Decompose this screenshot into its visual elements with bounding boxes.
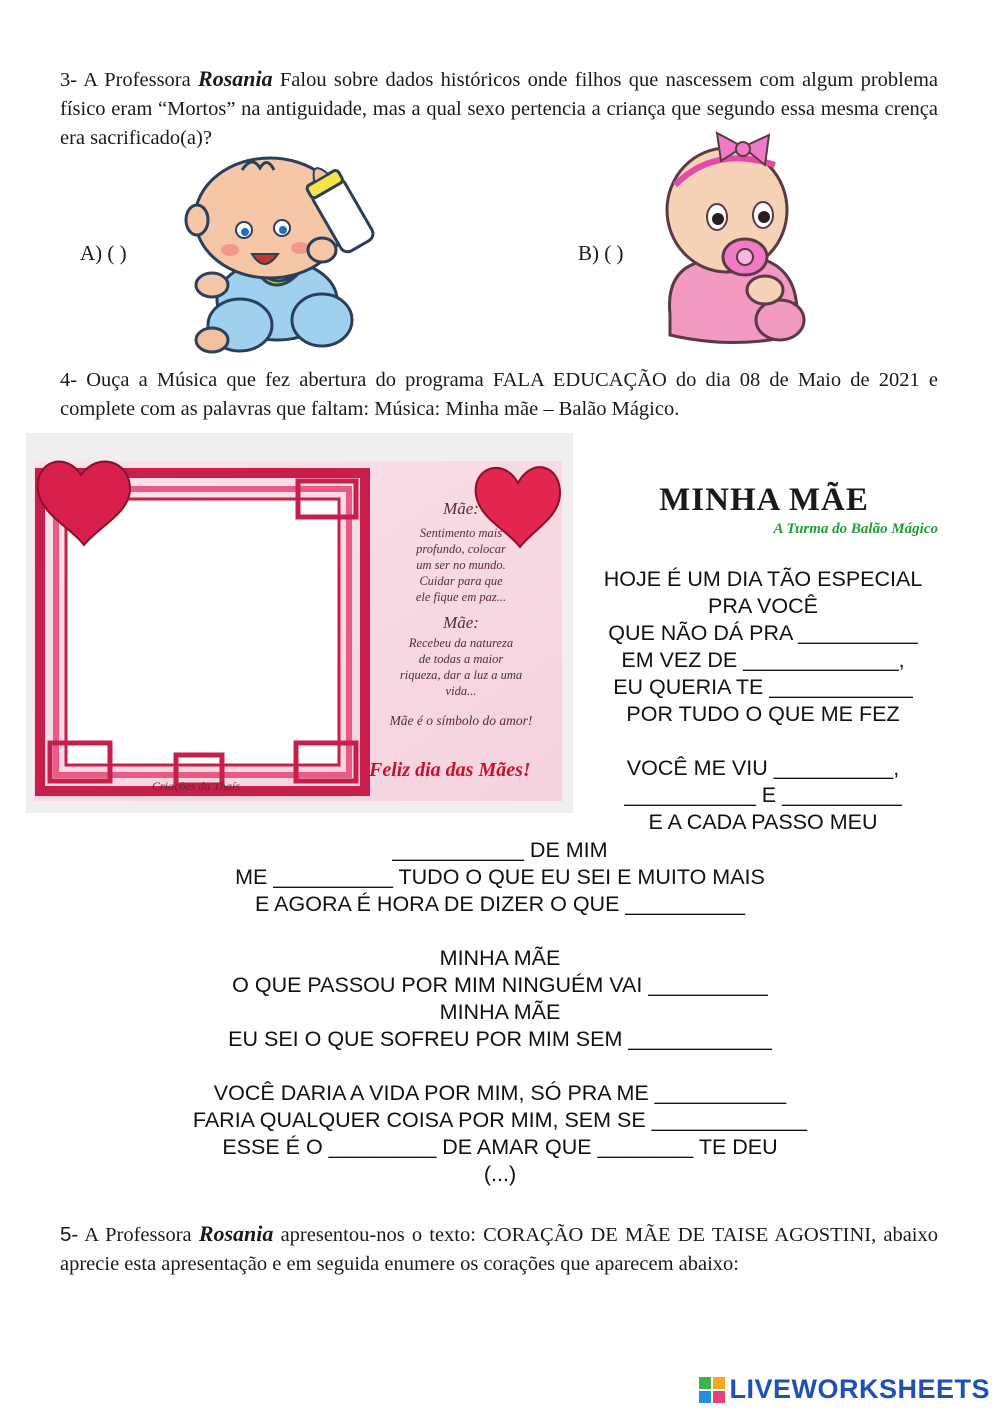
- lyric-line-blank[interactable]: VOCÊ DARIA A VIDA POR MIM, SÓ PRA ME ___________: [213, 1081, 787, 1105]
- song-title: MINHA MÃE: [659, 482, 869, 518]
- question-3-number: 3-: [60, 69, 78, 91]
- option-b-checkbox[interactable]: B) ( ): [578, 241, 624, 265]
- question-4: 4- Ouça a Música que fez abertura do programa FALA EDUCAÇÃO do dia 08 de Maio de 2021 e complete com as palavras que faltam: Música: Minha mãe – Balão Mágico.: [60, 369, 938, 420]
- lyric-line-blank[interactable]: ESSE É O _________ DE AMAR QUE ________ TE DEU: [222, 1135, 778, 1159]
- lyric-line: PRA VOCÊ: [708, 594, 818, 618]
- lyric-line-blank[interactable]: FARIA QUALQUER COISA POR MIM, SEM SE _____________: [192, 1108, 808, 1132]
- mothers-day-card: [26, 433, 573, 813]
- teacher-name: Rosania: [198, 66, 273, 91]
- lyric-line: MINHA MÃE: [439, 946, 561, 970]
- question-4-number: 4-: [60, 369, 78, 391]
- lyric-line-blank[interactable]: E AGORA É HORA DE DIZER O QUE __________: [255, 892, 745, 916]
- card-text-block: [381, 499, 541, 729]
- lyric-line-blank[interactable]: ME __________ TUDO O QUE EU SEI E MUITO MAIS: [235, 865, 765, 889]
- lyric-line-blank[interactable]: EU SEI O QUE SOFREU POR MIM SEM ____________: [228, 1027, 772, 1051]
- question-3: 3- A Professora Rosania Falou sobre dados históricos onde filhos que nascessem com algum problema físico eram “Mortos” na antiguidade, mas a qual sexo pertencia a criança que segundo essa mesma crença era sacrificado(a)?: [60, 66, 939, 149]
- card-text-2: Recebeu da natureza de todas a maior riqueza, dar a luz a uma vida...: [399, 636, 523, 698]
- baby-girl-image: [655, 125, 810, 350]
- lyric-line-blank[interactable]: EU QUERIA TE ____________: [613, 675, 913, 699]
- lyric-spacer: [100, 918, 900, 945]
- option-a-checkbox[interactable]: A) ( ): [80, 241, 127, 265]
- question-5: 5- A Professora Rosania apresentou-nos o texto: CORAÇÃO DE MÃE DE TAISE AGOSTINI, abaixo aprecie esta apresentação e em seguida enumere os corações que aparecem abaixo:: [60, 1221, 939, 1275]
- liveworksheets-brand: LIVEWORKSHEETS: [729, 1374, 990, 1404]
- card-title-1: Mãe:: [443, 499, 479, 518]
- liveworksheets-logo-icon: [699, 1377, 725, 1403]
- lyric-spacer: [100, 1053, 900, 1080]
- card-title-2: Mãe:: [443, 613, 479, 632]
- lyric-line-blank[interactable]: EM VEZ DE _____________,: [621, 648, 905, 672]
- lyric-line-blank[interactable]: ___________ E __________: [624, 783, 902, 807]
- lyric-line: POR TUDO O QUE ME FEZ: [626, 702, 900, 726]
- lyric-line-blank[interactable]: ___________ DE MIM: [392, 838, 608, 862]
- card-text-1: Sentimento mais profundo, colocar um ser no mundo. Cuidar para que ele fique em paz...: [415, 526, 507, 604]
- card-greeting: Feliz dia das Mães!: [369, 759, 531, 781]
- lyric-line: E A CADA PASSO MEU: [648, 810, 878, 834]
- lyric-line: (...): [483, 1162, 517, 1186]
- song-subtitle: A Turma do Balão Mágico: [773, 521, 938, 537]
- lyrics-center-block: [100, 837, 900, 1188]
- liveworksheets-logo: [699, 1374, 990, 1405]
- question-5-number: 5-: [60, 1223, 79, 1246]
- card-symbol-text: Mãe é o símbolo do amor!: [389, 713, 533, 728]
- lyric-line-blank[interactable]: QUE NÃO DÁ PRA __________: [608, 621, 918, 645]
- baby-boy-image: [182, 150, 377, 360]
- card-credit: Criações da Thaís: [152, 779, 241, 793]
- lyric-line: HOJE É UM DIA TÃO ESPECIAL: [603, 567, 923, 591]
- lyric-line-blank[interactable]: O QUE PASSOU POR MIM NINGUÉM VAI __________: [232, 973, 768, 997]
- lyric-line-blank[interactable]: VOCÊ ME VIU __________,: [626, 756, 900, 780]
- lyric-spacer: [580, 728, 946, 755]
- teacher-name: Rosania: [198, 1221, 274, 1246]
- lyric-line: MINHA MÃE: [439, 1000, 561, 1024]
- lyrics-right-column: [580, 566, 946, 836]
